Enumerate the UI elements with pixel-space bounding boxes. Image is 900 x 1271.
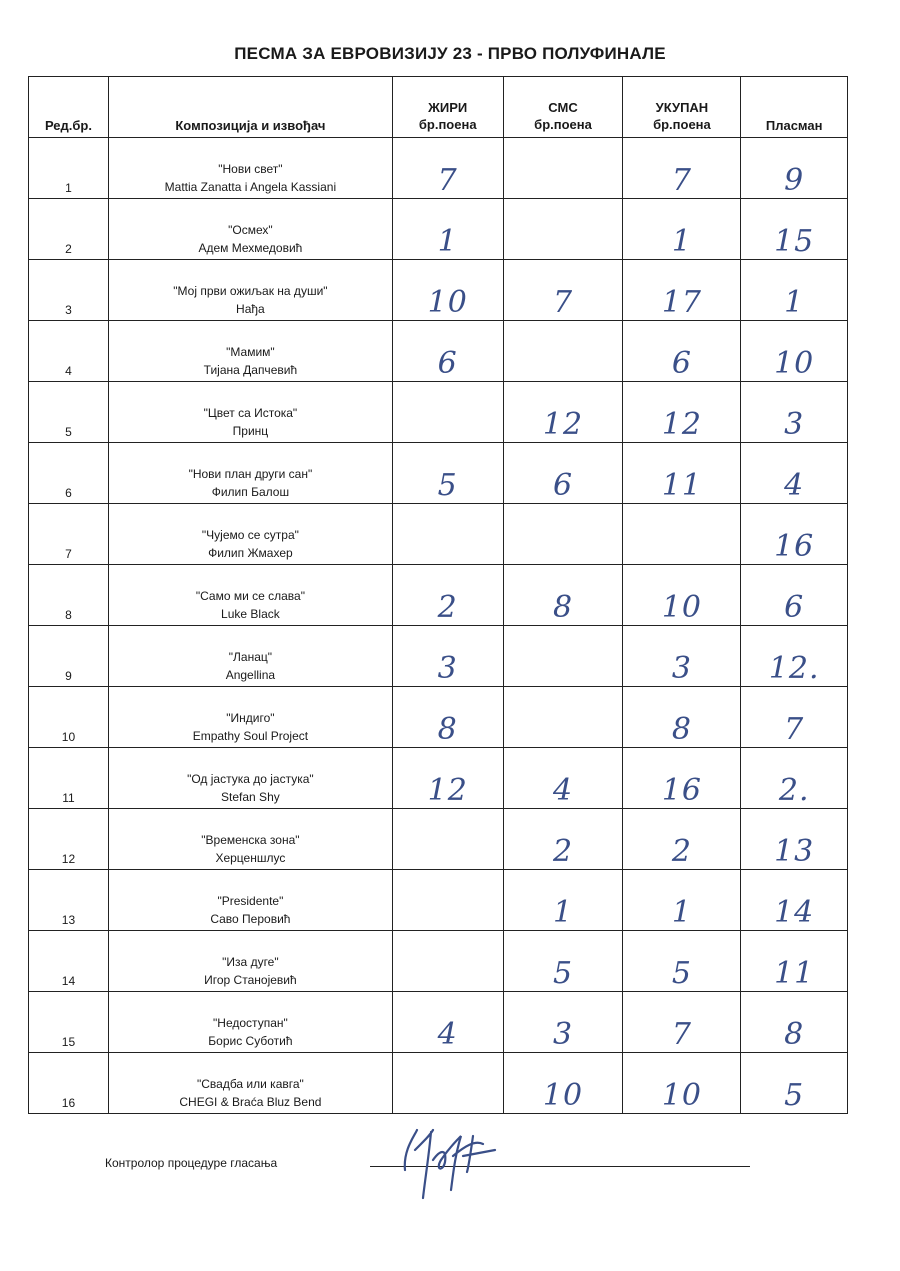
header-sms-title: СМС — [548, 100, 578, 115]
header-row — [29, 77, 848, 138]
total-points: 7 — [623, 138, 741, 199]
jury-points: 10 — [392, 260, 503, 321]
song-title: "Осмех" — [228, 223, 273, 237]
placement: 6 — [741, 565, 848, 626]
sms-points: 3 — [503, 992, 623, 1053]
jury-points: 12 — [392, 748, 503, 809]
row-composition — [108, 321, 392, 382]
row-number: 15 — [29, 992, 109, 1053]
row-number: 12 — [29, 809, 109, 870]
song-title: "Мамим" — [226, 345, 275, 359]
page-title: ПЕСМА ЗА ЕВРОВИЗИЈУ 23 - ПРВО ПОЛУФИНАЛЕ — [234, 44, 666, 63]
table-row — [29, 748, 848, 809]
total-points: 10 — [623, 565, 741, 626]
sms-points — [503, 199, 623, 260]
song-title: "Недоступан" — [213, 1016, 288, 1030]
artist-name: Игор Станојевић — [204, 973, 297, 987]
jury-points: 1 — [392, 199, 503, 260]
total-points: 2 — [623, 809, 741, 870]
artist-name: Борис Суботић — [208, 1034, 293, 1048]
song-title: "Од јастука до јастука" — [187, 772, 314, 786]
sms-points: 10 — [503, 1053, 623, 1114]
row-number: 10 — [29, 687, 109, 748]
table-row — [29, 321, 848, 382]
sms-points — [503, 138, 623, 199]
total-points: 17 — [623, 260, 741, 321]
artist-name: Mattia Zanatta i Angela Kassiani — [164, 180, 337, 194]
song-title: "Presidente" — [217, 894, 284, 908]
row-number: 4 — [29, 321, 109, 382]
song-title: "Само ми се слава" — [195, 589, 305, 603]
row-composition — [108, 626, 392, 687]
row-composition — [108, 687, 392, 748]
sms-points: 8 — [503, 565, 623, 626]
table-row — [29, 870, 848, 931]
total-points: 6 — [623, 321, 741, 382]
total-points: 10 — [623, 1053, 741, 1114]
artist-name: Саво Перовић — [210, 912, 291, 926]
sms-points — [503, 687, 623, 748]
total-points: 16 — [623, 748, 741, 809]
placement: 9 — [741, 138, 848, 199]
artist-name: Luke Black — [221, 607, 280, 621]
sms-points: 4 — [503, 748, 623, 809]
placement: 10 — [741, 321, 848, 382]
row-composition — [108, 809, 392, 870]
header-total-sub: бр.поена — [653, 117, 711, 132]
results-body — [29, 138, 848, 1114]
jury-points: 2 — [392, 565, 503, 626]
row-composition — [108, 870, 392, 931]
row-composition — [108, 260, 392, 321]
total-points: 1 — [623, 870, 741, 931]
table-row — [29, 382, 848, 443]
sms-points — [503, 626, 623, 687]
artist-name: Empathy Soul Project — [192, 729, 309, 743]
placement: 8 — [741, 992, 848, 1053]
placement: 16 — [741, 504, 848, 565]
placement: 14 — [741, 870, 848, 931]
total-points: 7 — [623, 992, 741, 1053]
artist-name: Stefan Shy — [221, 790, 280, 804]
artist-name: Принц — [232, 424, 269, 438]
row-number: 13 — [29, 870, 109, 931]
header-jury-title: ЖИРИ — [428, 100, 468, 115]
table-row — [29, 931, 848, 992]
row-number: 6 — [29, 443, 109, 504]
song-title: "Индиго" — [226, 711, 275, 725]
jury-points — [392, 1053, 503, 1114]
jury-points: 3 — [392, 626, 503, 687]
sms-points: 12 — [503, 382, 623, 443]
jury-points: 7 — [392, 138, 503, 199]
song-title: "Временска зона" — [201, 833, 300, 847]
placement: 2. — [741, 748, 848, 809]
artist-name: Филип Балош — [211, 485, 290, 499]
jury-points: 4 — [392, 992, 503, 1053]
row-number: 2 — [29, 199, 109, 260]
row-composition — [108, 382, 392, 443]
jury-points: 8 — [392, 687, 503, 748]
placement: 4 — [741, 443, 848, 504]
total-points: 11 — [623, 443, 741, 504]
table-row — [29, 626, 848, 687]
jury-points — [392, 870, 503, 931]
artist-name: Адем Мехмедовић — [198, 241, 303, 255]
table-row — [29, 992, 848, 1053]
table-row — [29, 199, 848, 260]
placement: 15 — [741, 199, 848, 260]
sms-points: 1 — [503, 870, 623, 931]
sms-points: 5 — [503, 931, 623, 992]
total-points: 3 — [623, 626, 741, 687]
placement: 7 — [741, 687, 848, 748]
results-table — [28, 76, 848, 1114]
row-number: 1 — [29, 138, 109, 199]
jury-points — [392, 931, 503, 992]
row-number: 7 — [29, 504, 109, 565]
row-composition — [108, 443, 392, 504]
row-composition — [108, 992, 392, 1053]
total-points: 8 — [623, 687, 741, 748]
table-row — [29, 809, 848, 870]
placement: 13 — [741, 809, 848, 870]
artist-name: Нађа — [236, 302, 265, 316]
header-total — [623, 77, 741, 138]
artist-name: Филип Жмахер — [208, 546, 293, 560]
row-number: 9 — [29, 626, 109, 687]
table-row — [29, 138, 848, 199]
row-composition — [108, 748, 392, 809]
sms-points — [503, 321, 623, 382]
total-points — [623, 504, 741, 565]
row-composition — [108, 931, 392, 992]
jury-points: 6 — [392, 321, 503, 382]
song-title: "Ланац" — [228, 650, 273, 664]
placement: 3 — [741, 382, 848, 443]
sms-points — [503, 504, 623, 565]
row-composition — [108, 1053, 392, 1114]
table-row — [29, 504, 848, 565]
total-points: 5 — [623, 931, 741, 992]
row-composition — [108, 138, 392, 199]
jury-points — [392, 504, 503, 565]
header-jury-sub: бр.поена — [418, 117, 477, 132]
table-row — [29, 565, 848, 626]
jury-points: 5 — [392, 443, 503, 504]
table-row — [29, 260, 848, 321]
placement: 5 — [741, 1053, 848, 1114]
header-num: Ред.бр. — [29, 77, 109, 138]
sms-points: 2 — [503, 809, 623, 870]
placement: 1 — [741, 260, 848, 321]
row-composition — [108, 504, 392, 565]
row-number: 5 — [29, 382, 109, 443]
song-title: "Нови свет" — [218, 162, 283, 176]
header-sms-sub: бр.поена — [534, 117, 592, 132]
row-composition — [108, 199, 392, 260]
header-total-title: УКУПАН — [655, 100, 709, 115]
row-composition — [108, 565, 392, 626]
sms-points: 7 — [503, 260, 623, 321]
table-row — [29, 1053, 848, 1114]
song-title: "Свадба или кавга" — [196, 1077, 304, 1091]
song-title: "Нови план други сан" — [188, 467, 313, 481]
row-number: 11 — [29, 748, 109, 809]
header-composition: Композиција и извођач — [108, 77, 392, 138]
row-number: 8 — [29, 565, 109, 626]
artist-name: Тијана Дапчевић — [203, 363, 298, 377]
song-title: "Цвет са Истока" — [203, 406, 298, 420]
total-points: 1 — [623, 199, 741, 260]
jury-points — [392, 382, 503, 443]
header-place: Пласман — [741, 77, 848, 138]
song-title: "Иза дуге" — [222, 955, 279, 969]
artist-name: Херценшлус — [215, 851, 286, 865]
table-row — [29, 443, 848, 504]
row-number: 3 — [29, 260, 109, 321]
header-jury — [392, 77, 503, 138]
row-number: 14 — [29, 931, 109, 992]
placement: 12. — [741, 626, 848, 687]
header-sms — [503, 77, 623, 138]
signature-label: Контролор процедуре гласања — [105, 1156, 278, 1170]
artist-name: CHEGI & Braća Bluz Bend — [179, 1095, 322, 1109]
song-title: "Чујемо се сутра" — [201, 528, 299, 542]
row-number: 16 — [29, 1053, 109, 1114]
artist-name: Angellina — [225, 668, 276, 682]
sms-points: 6 — [503, 443, 623, 504]
song-title: "Мој први ожиљак на души" — [173, 284, 328, 298]
signature-image — [385, 1110, 525, 1200]
table-row — [29, 687, 848, 748]
total-points: 12 — [623, 382, 741, 443]
jury-points — [392, 809, 503, 870]
placement: 11 — [741, 931, 848, 992]
